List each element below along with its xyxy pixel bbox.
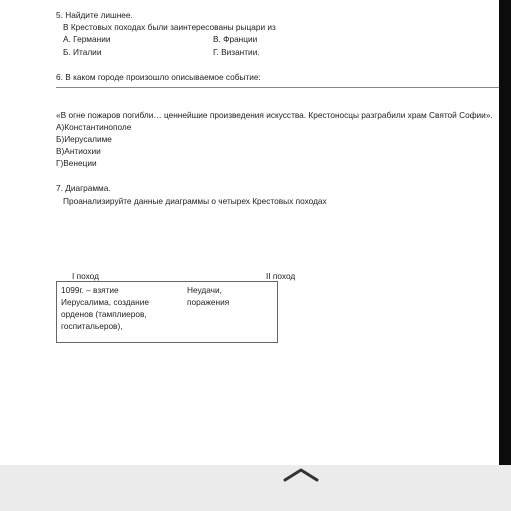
chevron-up-icon[interactable] [283,467,319,483]
q5-option-a: А. Германии [63,34,111,44]
col1-line: орденов (тамплиеров, [61,309,147,319]
col2-line: Неудачи, [187,285,222,295]
q6-option-v: В)Антиохии [56,146,101,156]
q6-option-g: Г)Венеции [56,158,97,168]
q7-title: 7. Диаграмма. [56,183,111,193]
col1-line: Иерусалима, создание [61,297,149,307]
q6-option-a: А)Константинополе [56,122,132,132]
q5-option-g: Г. Византии. [213,47,260,57]
q6-option-b: Б)Иерусалиме [56,134,112,144]
q6-title: 6. В каком городе произошло описываемое событие: [56,72,261,82]
col1-header: I поход [72,271,99,281]
answer-line [56,87,499,88]
bottom-nav-bar [0,465,511,511]
right-edge-bar [499,0,511,511]
col2-cell [187,284,229,308]
crusades-table [56,281,278,343]
q5-title: 5. Найдите лишнее. [56,10,133,20]
q5-option-v: В. Франции [213,34,258,44]
col1-cell [61,284,149,332]
col2-header: II поход [266,271,296,281]
q5-option-b: Б. Италии [63,47,102,57]
q7-instruction: Проанализируйте данные диаграммы о четырех Крестовых походах [63,196,327,206]
col2-line: поражения [187,297,230,307]
col1-line: 1099г. – взятие [61,285,119,295]
q5-prompt: В Крестовых походах были заинтересованы рыцари из [63,22,276,32]
q6-quote: «В огне пожаров погибли… ценнейшие произведения искусства. Крестоносцы разграбили храм Святой Софии». [56,110,493,120]
col1-line: госпитальеров), [61,321,123,331]
